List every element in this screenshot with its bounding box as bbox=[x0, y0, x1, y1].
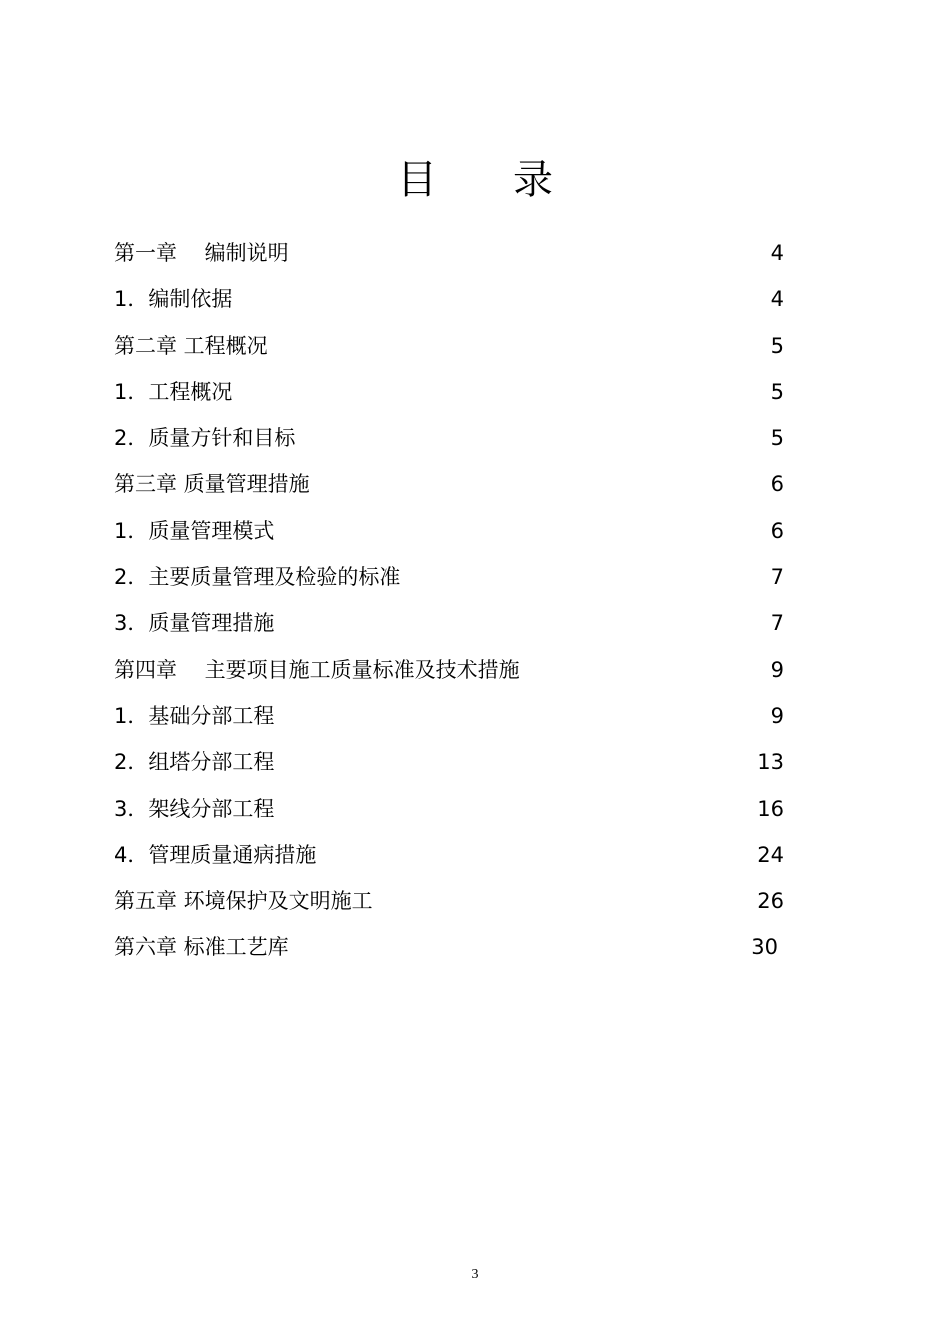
title-char-1: 目 bbox=[397, 157, 437, 203]
toc-entry-page: 13 bbox=[757, 750, 784, 775]
toc-entry[interactable] bbox=[114, 323, 784, 369]
title-char-2: 录 bbox=[513, 157, 553, 203]
toc-entry-page: 4 bbox=[770, 287, 784, 312]
toc-entry-page: 5 bbox=[770, 333, 784, 358]
toc-entry-page: 5 bbox=[770, 379, 784, 404]
toc-entry[interactable] bbox=[114, 878, 784, 924]
toc-entry-page: 26 bbox=[757, 889, 784, 914]
toc-entry-label: 1．工程概况 bbox=[114, 379, 233, 404]
toc-entry-label: 第一章 编制说明 bbox=[114, 241, 289, 265]
toc-entry-label: 第六章 标准工艺库 bbox=[114, 935, 289, 960]
toc-entry[interactable] bbox=[114, 415, 784, 461]
toc-entry[interactable] bbox=[114, 647, 784, 693]
toc-entry-page: 16 bbox=[757, 796, 784, 821]
toc-entry[interactable] bbox=[114, 230, 784, 276]
toc-entry-label: 4．管理质量通病措施 bbox=[114, 842, 317, 867]
toc-entry-label: 2．组塔分部工程 bbox=[114, 750, 275, 775]
toc-entry[interactable] bbox=[114, 461, 784, 507]
toc-entry-page: 7 bbox=[770, 611, 784, 636]
toc-entry-label: 2．质量方针和目标 bbox=[114, 426, 296, 451]
toc-entry[interactable] bbox=[114, 554, 784, 600]
toc-entry-page: 24 bbox=[757, 842, 784, 867]
table-of-contents bbox=[114, 230, 784, 971]
toc-entry-page: 6 bbox=[770, 518, 784, 543]
toc-entry-page: 6 bbox=[770, 472, 784, 497]
toc-entry-page: 5 bbox=[770, 426, 784, 451]
toc-entry-page: 9 bbox=[770, 703, 784, 728]
toc-entry-label: 第二章 工程概况 bbox=[114, 333, 268, 358]
toc-entry-page: 7 bbox=[770, 565, 784, 590]
toc-entry-label: 1．质量管理模式 bbox=[114, 518, 275, 543]
toc-entry-label: 3．质量管理措施 bbox=[114, 611, 275, 636]
toc-entry-page: 4 bbox=[770, 241, 784, 265]
toc-entry-label: 2．主要质量管理及检验的标准 bbox=[114, 565, 401, 590]
toc-entry-label: 1．编制依据 bbox=[114, 287, 233, 312]
toc-entry[interactable] bbox=[114, 832, 784, 878]
toc-entry[interactable] bbox=[114, 693, 784, 739]
toc-entry[interactable] bbox=[114, 924, 784, 970]
toc-entry-page: 30 bbox=[751, 935, 778, 960]
toc-entry-label: 第四章 主要项目施工质量标准及技术措施 bbox=[114, 657, 520, 682]
toc-entry-label: 3．架线分部工程 bbox=[114, 796, 275, 821]
toc-entry[interactable] bbox=[114, 508, 784, 554]
toc-entry[interactable] bbox=[114, 739, 784, 785]
toc-entry-label: 第五章 环境保护及文明施工 bbox=[114, 889, 373, 914]
page-number: 3 bbox=[471, 1267, 479, 1282]
toc-entry[interactable] bbox=[114, 600, 784, 646]
toc-entry[interactable] bbox=[114, 276, 784, 322]
toc-entry[interactable] bbox=[114, 369, 784, 415]
toc-entry-label: 第三章 质量管理措施 bbox=[114, 472, 310, 497]
toc-entry[interactable] bbox=[114, 786, 784, 832]
toc-entry-label: 1．基础分部工程 bbox=[114, 703, 275, 728]
toc-entry-page: 9 bbox=[770, 657, 784, 682]
page-title bbox=[0, 152, 950, 208]
